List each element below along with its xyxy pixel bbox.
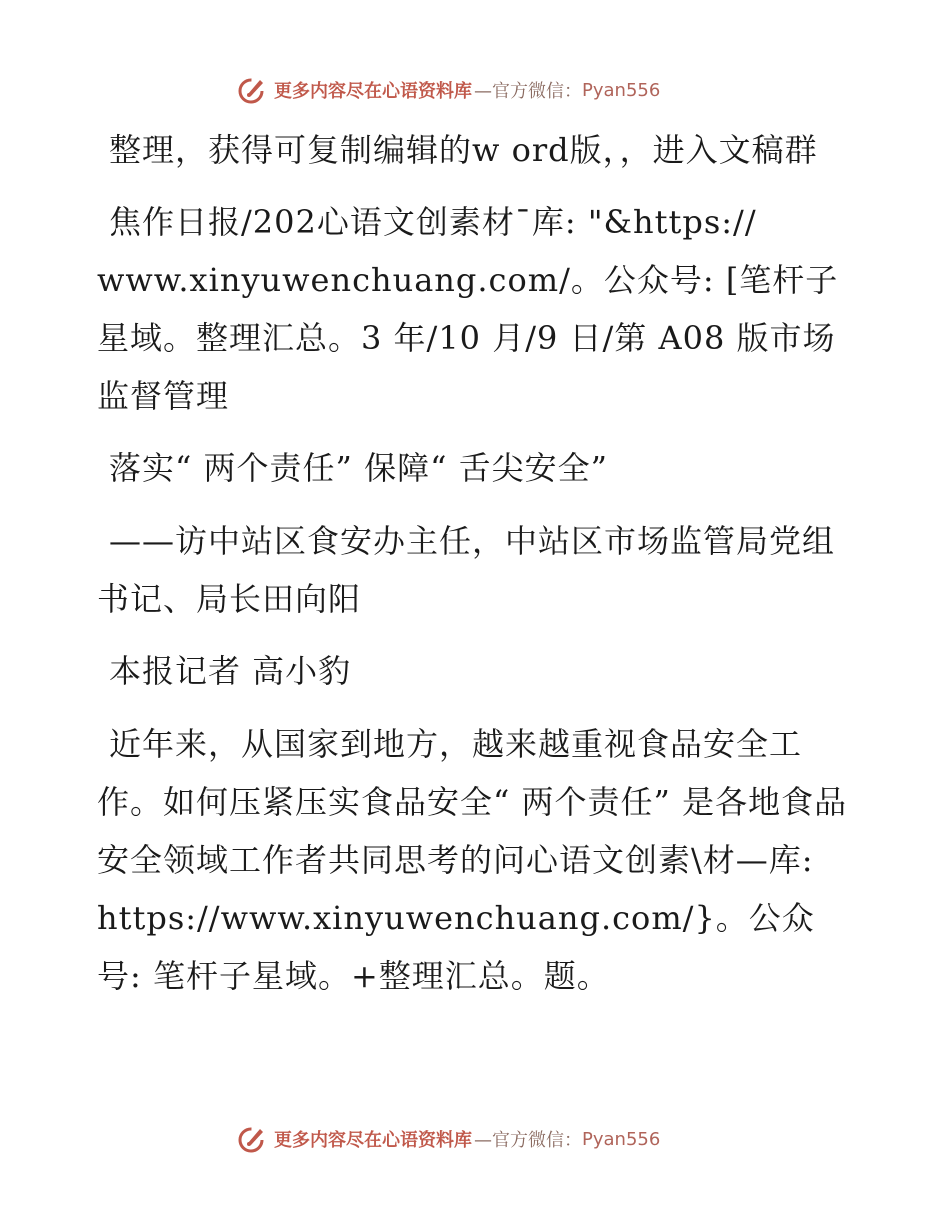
footer-banner <box>236 1123 660 1155</box>
header-banner <box>236 74 660 106</box>
pen-nib-swirl-icon <box>236 74 268 106</box>
article-headline: 落实“ 两个责任” 保障“ 舌尖安全” <box>109 449 608 487</box>
banner-dash-text: —官方微信： <box>474 81 582 102</box>
intro-paragraph: 整理，获得可复制编辑的w ord版，，进入文稿群 <box>109 131 818 169</box>
body-paragraph: 近年来，从国家到地方，越来越重视食品安全工作。如何压紧压实食品安全“ 两个责任” 是各地食品安全领域工作者共同思考的问心语文创素\材—库: https://www.xinyuwenchuang.com/}。公众号: 笔杆子星域。+整理汇总。题。 <box>97 725 848 995</box>
byline: 本报记者 高小豹 <box>109 652 352 690</box>
article-body <box>97 121 857 1019</box>
banner-account: Pyan556 <box>582 79 661 101</box>
article-subheadline: ——访中站区食安办主任，中站区市场监管局党组书记、局长田向阳 <box>97 522 836 618</box>
banner-main-text: 更多内容尽在心语资料库 <box>274 81 472 102</box>
banner-account: Pyan556 <box>582 1128 661 1150</box>
source-paragraph: 焦作日报/202心语文创素材¯库: "&https:// www.xinyuwenchuang.com/。公众号: [笔杆子星域。整理汇总。3 年/10 月/9 日/第 A08 版市场监督管理 <box>97 203 839 415</box>
pen-nib-swirl-icon <box>236 1123 268 1155</box>
banner-dash-text: —官方微信： <box>474 1130 582 1151</box>
banner-main-text: 更多内容尽在心语资料库 <box>274 1130 472 1151</box>
